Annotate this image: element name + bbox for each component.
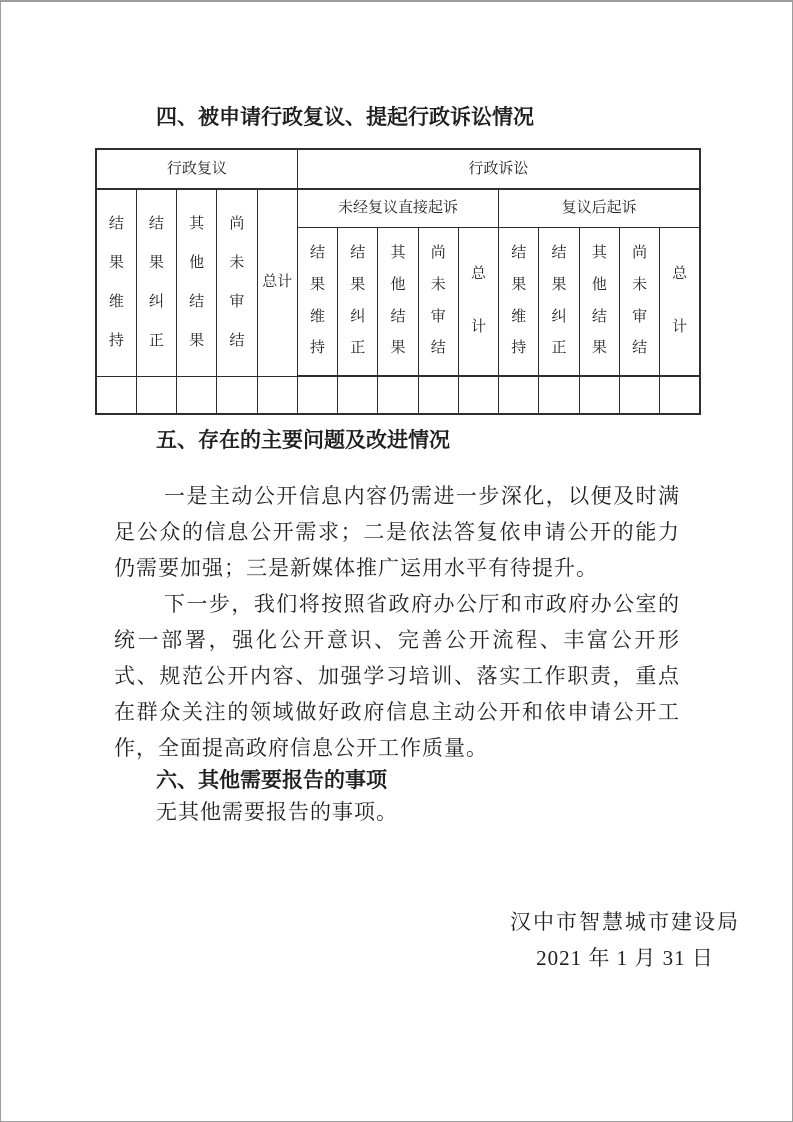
col-header: 其 他 结 果	[378, 227, 418, 376]
col-header: 结 果 维 持	[297, 227, 337, 376]
section4-heading: 四、被申请行政复议、提起行政诉讼情况	[156, 106, 534, 129]
table-data-cell	[660, 376, 700, 414]
col-header-total: 总 计	[458, 227, 498, 376]
col-header: 尚 未 审 结	[619, 227, 659, 376]
sub-header-direct-suit: 未经复议直接起诉	[297, 189, 498, 227]
sub-header-after-reconsideration-suit: 复议后起诉	[499, 189, 700, 227]
section5-heading: 五、存在的主要问题及改进情况	[156, 429, 450, 452]
col-header: 其 他 结 果	[177, 189, 217, 376]
table-data-cell	[378, 376, 418, 414]
table-data-cell	[257, 376, 297, 414]
col-header-total: 总 计	[660, 227, 700, 376]
table-data-cell	[579, 376, 619, 414]
col-header: 结 果 纠 正	[338, 227, 378, 376]
admin-review-litigation-table	[95, 148, 701, 415]
table-data-cell	[499, 376, 539, 414]
group-header-reconsideration: 行政复议	[96, 149, 297, 189]
signature-date: 2021 年 1 月 31 日	[536, 946, 714, 970]
col-header: 尚 未 审 结	[217, 189, 257, 376]
section6-heading: 六、其他需要报告的事项	[156, 769, 387, 792]
table-data-cell	[338, 376, 378, 414]
paragraph: 下一步，我们将按照省政府办公厅和市政府办公室的统一部署，强化公开意识、完善公开流程、丰富公开形式、规范公开内容、加强学习培训、落实工作职责，重点在群众关注的领域做好政府信息主动公开和依申请公开工作，全面提高政府信息公开工作质量。	[114, 592, 680, 760]
col-header: 结 果 纠 正	[136, 189, 176, 376]
signature-organization: 汉中市智慧城市建设局	[510, 910, 740, 934]
table-data-cell	[458, 376, 498, 414]
section5-body	[114, 478, 680, 766]
table-data-cell	[136, 376, 176, 414]
col-header: 结 果 纠 正	[539, 227, 579, 376]
col-header-total: 总计	[257, 189, 297, 376]
table-data-cell	[96, 376, 136, 414]
col-header: 结 果 维 持	[499, 227, 539, 376]
table-data-cell	[539, 376, 579, 414]
group-header-litigation: 行政诉讼	[297, 149, 700, 189]
table-data-cell	[217, 376, 257, 414]
table-data-cell	[619, 376, 659, 414]
table-data-cell	[418, 376, 458, 414]
table-data-cell	[297, 376, 337, 414]
paragraph: 一是主动公开信息内容仍需进一步深化，以便及时满足公众的信息公开需求；二是依法答复依申请公开的能力仍需要加强；三是新媒体推广运用水平有待提升。	[114, 484, 680, 580]
col-header: 尚 未 审 结	[418, 227, 458, 376]
section6-body: 无其他需要报告的事项。	[156, 800, 398, 824]
signature-block	[500, 904, 750, 976]
col-header: 其 他 结 果	[579, 227, 619, 376]
table-data-cell	[177, 376, 217, 414]
col-header: 结 果 维 持	[96, 189, 136, 376]
